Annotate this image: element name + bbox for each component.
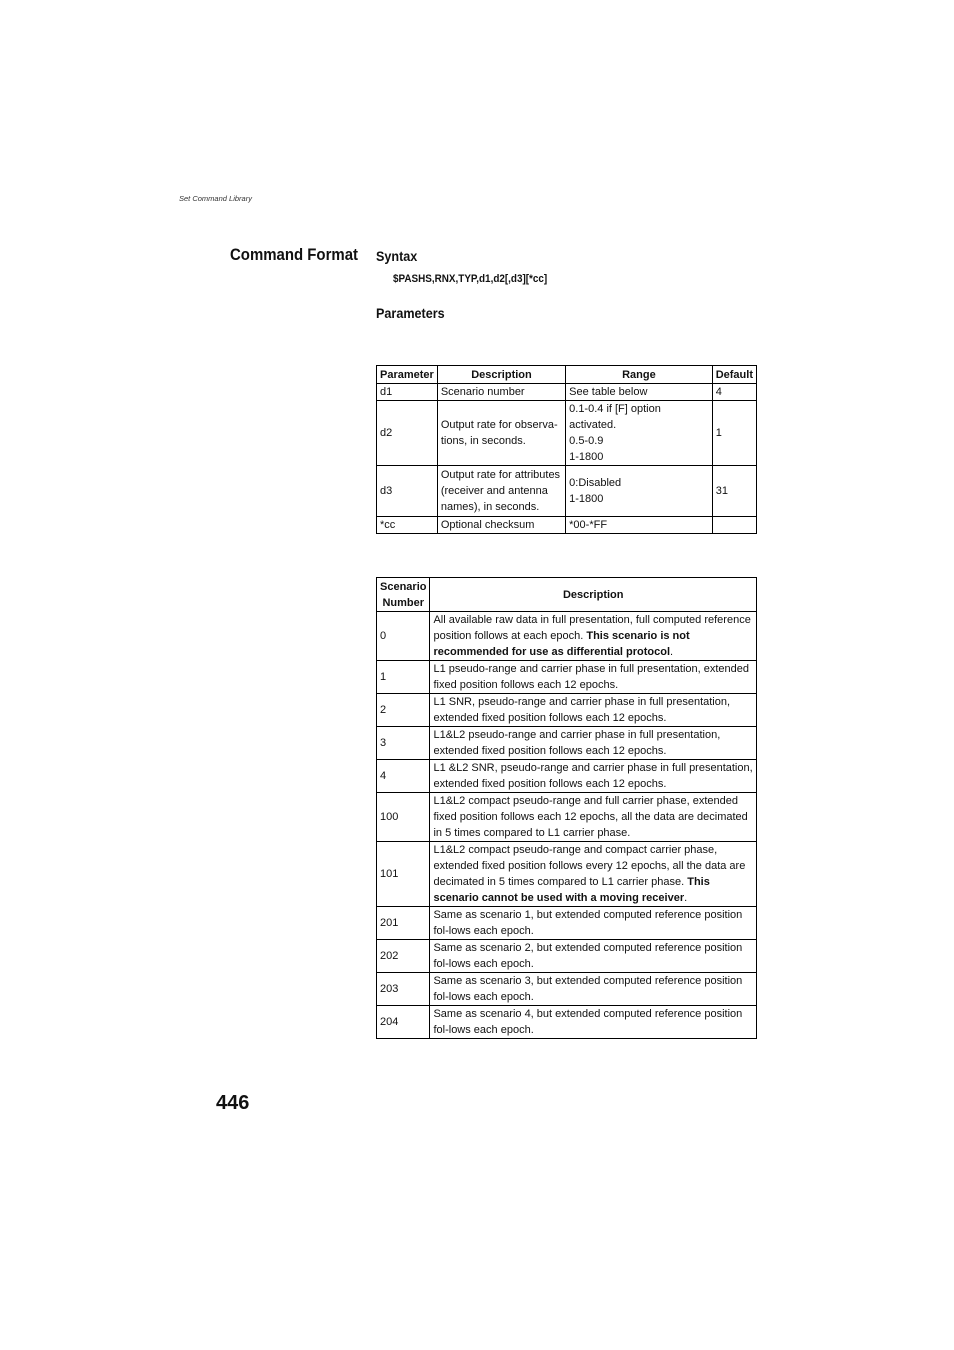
parameter-description-cell: Scenario number (437, 384, 565, 401)
parameter-default-cell: 4 (712, 384, 756, 401)
scenario-number-cell: 0 (377, 612, 430, 661)
scenario-number-cell: 204 (377, 1006, 430, 1039)
scenario-number-cell: 1 (377, 661, 430, 694)
scenario-description-cell (430, 661, 757, 694)
parameters-table (376, 365, 757, 534)
parameter-name-cell: d1 (377, 384, 438, 401)
parameter-default-cell: 31 (712, 466, 756, 517)
parameter-range-cell (566, 384, 713, 401)
header-description: Description (437, 366, 565, 384)
scenario-description-text: L1 SNR, pseudo-range and carrier phase in full presentation, extended fixed position follows each 12 epochs. (433, 696, 731, 724)
scenario-row (377, 940, 757, 973)
parameters-header-row (377, 366, 757, 384)
scenario-number-cell: 203 (377, 973, 430, 1006)
parameter-row (377, 466, 757, 517)
parameter-default-cell (712, 517, 756, 534)
scenario-header-row (377, 578, 757, 612)
scenario-row (377, 842, 757, 907)
scenario-description-text: Same as scenario 1, but extended computed reference position fol-lows each epoch. (433, 909, 743, 937)
scenario-row (377, 727, 757, 760)
scenario-number-cell: 202 (377, 940, 430, 973)
scenario-description-cell (430, 727, 757, 760)
parameter-range-cell (566, 517, 713, 534)
scenario-description-tail: . (684, 892, 688, 904)
scenario-description-cell (430, 842, 757, 907)
scenario-description-text: L1&L2 compact pseudo-range and full carrier phase, extended fixed position follows each 12 epochs, all the data are decimated in 5 times compared to L1 carrier phase. (433, 795, 748, 839)
range-line: 1-1800 (569, 493, 604, 505)
scenario-description-tail: . (670, 646, 674, 658)
range-line: See table below (569, 386, 648, 398)
scenario-description-text: Same as scenario 4, but extended computed reference position fol-lows each epoch. (433, 1008, 743, 1036)
scenario-number-cell: 4 (377, 760, 430, 793)
range-line: 1-1800 (569, 451, 604, 463)
scenario-warning-text: This scenario cannot be used with a moving receiver (433, 876, 710, 904)
scenario-row (377, 793, 757, 842)
syntax-command: $PASHS,RNX,TYP,d1,d2[,d3][*cc] (393, 273, 548, 285)
range-line: 0.5-0.9 (569, 435, 604, 447)
scenario-description-cell (430, 1006, 757, 1039)
parameter-description-cell: Output rate for attributes (receiver and antenna names), in seconds. (437, 466, 565, 517)
scenario-description-cell (430, 694, 757, 727)
scenario-description-cell (430, 612, 757, 661)
scenario-number-cell: 100 (377, 793, 430, 842)
scenario-warning-text: This scenario is not recommended for use as differential protocol (433, 630, 690, 658)
page-number: 446 (216, 1092, 250, 1114)
scenario-row (377, 1006, 757, 1039)
scenario-number-cell: 101 (377, 842, 430, 907)
range-line: *00-*FF (569, 519, 608, 531)
scenario-row (377, 973, 757, 1006)
parameter-name-cell: d3 (377, 466, 438, 517)
scenario-description-text: All available raw data in full presentation, full computed reference position follows at each epoch. (433, 614, 751, 642)
parameter-description-cell: Output rate for observa-tions, in seconds. (437, 401, 565, 466)
parameter-description-cell: Optional checksum (437, 517, 565, 534)
header-parameter: Parameter (377, 366, 438, 384)
parameter-range-cell (566, 466, 713, 517)
parameter-row (377, 384, 757, 401)
scenario-row (377, 907, 757, 940)
header-scenario-description: Description (430, 578, 757, 612)
scenario-row (377, 612, 757, 661)
parameter-name-cell: *cc (377, 517, 438, 534)
scenario-description-text: L1 pseudo-range and carrier phase in full presentation, extended fixed position follows each 12 epochs. (433, 663, 750, 691)
scenario-description-text: L1 &L2 SNR, pseudo-range and carrier phase in full presentation, extended fixed position follows each 12 epochs. (433, 762, 753, 790)
section-title: Command Format (230, 245, 359, 264)
parameter-range-cell (566, 401, 713, 466)
scenario-description-text: L1&L2 pseudo-range and carrier phase in full presentation, extended fixed position follows each 12 epochs. (433, 729, 721, 757)
scenario-table (376, 577, 757, 1039)
scenario-number-cell: 3 (377, 727, 430, 760)
parameters-heading: Parameters (376, 305, 445, 321)
scenario-number-cell: 2 (377, 694, 430, 727)
syntax-heading: Syntax (376, 248, 418, 264)
range-line: 0:Disabled (569, 477, 622, 489)
scenario-description-cell (430, 973, 757, 1006)
scenario-row (377, 661, 757, 694)
scenario-row (377, 760, 757, 793)
scenario-description-cell (430, 940, 757, 973)
scenario-number-cell: 201 (377, 907, 430, 940)
scenario-description-text: Same as scenario 2, but extended computed reference position fol-lows each epoch. (433, 942, 743, 970)
parameter-row (377, 517, 757, 534)
scenario-row (377, 694, 757, 727)
scenario-description-cell (430, 793, 757, 842)
scenario-description-cell (430, 760, 757, 793)
header-range: Range (566, 366, 713, 384)
scenario-description-cell (430, 907, 757, 940)
scenario-description-text: L1&L2 compact pseudo-range and compact carrier phase, extended fixed position follows every 12 epochs, all the data are decimated in 5 times compared to L1 carrier phase. (433, 844, 746, 888)
parameter-name-cell: d2 (377, 401, 438, 466)
header-default: Default (712, 366, 756, 384)
range-line: 0.1-0.4 if [F] option activated. (569, 403, 661, 431)
parameter-row (377, 401, 757, 466)
header-scenario-number: Scenario Number (377, 578, 430, 612)
running-head: Set Command Library (179, 194, 252, 203)
scenario-description-text: Same as scenario 3, but extended computed reference position fol-lows each epoch. (433, 975, 743, 1003)
parameter-default-cell: 1 (712, 401, 756, 466)
